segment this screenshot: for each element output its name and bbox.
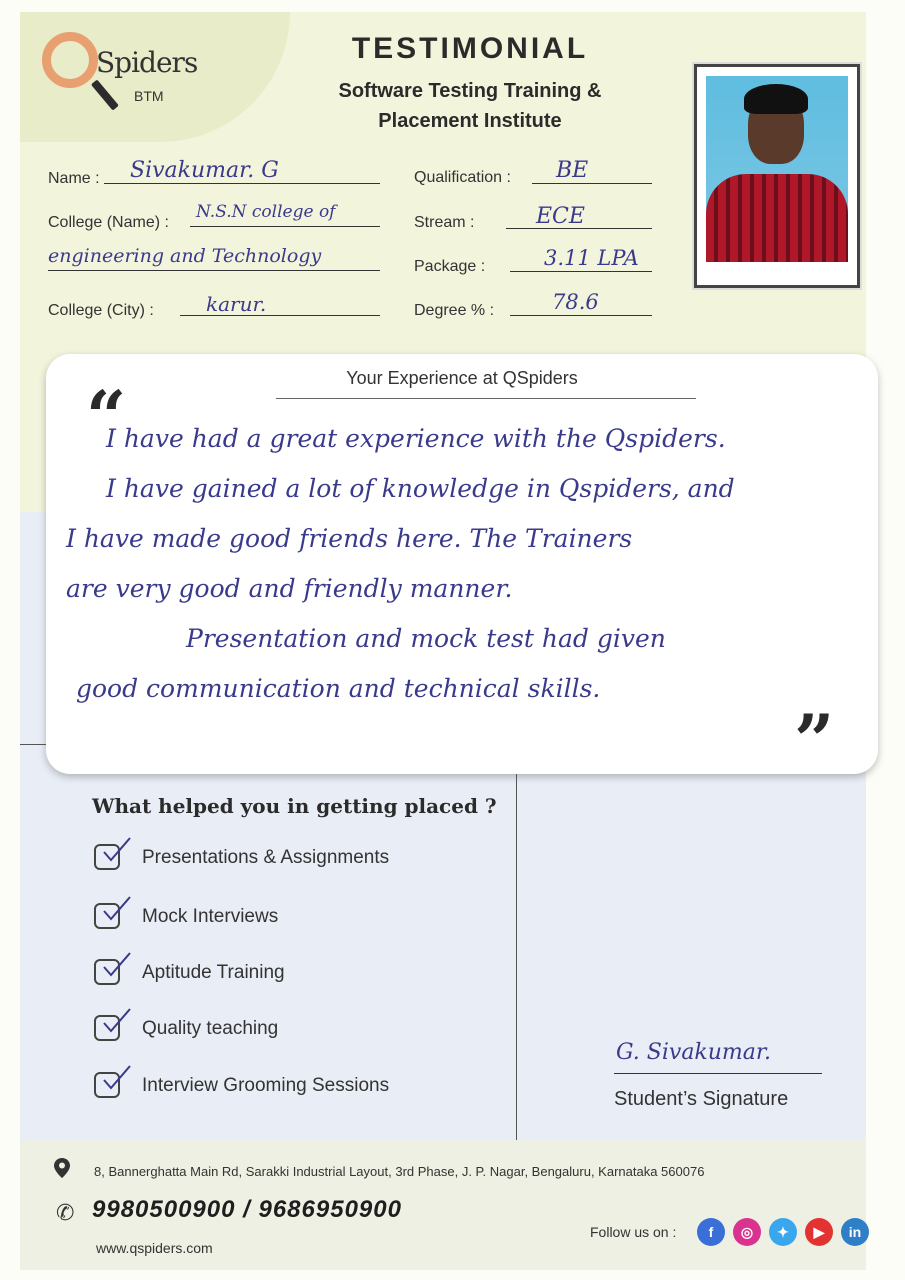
help-title: What helped you in getting placed ? <box>92 794 497 818</box>
degree-value: 78.6 <box>552 290 599 314</box>
city-label: College (City) : <box>48 302 154 319</box>
logo-ring-icon <box>42 32 98 88</box>
page-subtitle <box>300 76 640 136</box>
name-line <box>104 183 380 184</box>
qualification-label: Qualification : <box>414 169 511 186</box>
college-label: College (Name) : <box>48 214 169 231</box>
subtitle-line-1: Software Testing Training & <box>338 80 602 102</box>
experience-line-4: are very good and friendly manner. <box>66 574 513 603</box>
package-value: 3.11 LPA <box>544 246 639 270</box>
college-value-2: engineering and Technology <box>48 245 322 267</box>
check-mark-icon <box>102 951 132 979</box>
phone-numbers[interactable]: 9980500900 / 9686950900 <box>92 1196 402 1223</box>
option-label: Presentations & Assignments <box>142 847 390 868</box>
signature-label: Student’s Signature <box>614 1088 789 1110</box>
experience-title-rule <box>276 398 696 399</box>
package-line <box>510 271 652 272</box>
option-label: Mock Interviews <box>142 906 279 927</box>
experience-line-1: I have had a great experience with the Qspiders. <box>106 424 726 453</box>
experience-title: Your Experience at QSpiders <box>346 368 578 388</box>
experience-card <box>46 354 878 782</box>
close-quote-icon: ” <box>794 699 835 782</box>
experience-line-5: Presentation and mock test had given <box>186 624 666 653</box>
signature-line <box>614 1073 822 1074</box>
page-title: TESTIMONIAL <box>351 32 589 65</box>
degree-label: Degree % : <box>414 302 495 319</box>
follow-label: Follow us on : <box>590 1224 677 1240</box>
subtitle-line-2: Placement Institute <box>378 110 562 132</box>
phone-icon: ✆ <box>56 1200 75 1225</box>
logo-needle-icon <box>91 79 119 110</box>
qualification-line <box>532 183 652 184</box>
twitter-icon[interactable]: ✦ <box>769 1218 797 1246</box>
stream-value: ECE <box>536 204 585 229</box>
location-pin-icon <box>54 1158 70 1178</box>
check-mark-icon <box>102 1007 132 1035</box>
name-label: Name : <box>48 170 100 187</box>
qspiders-logo <box>38 30 198 120</box>
check-mark-icon <box>102 1064 132 1092</box>
linkedin-icon[interactable]: in <box>841 1218 869 1246</box>
logo-text: Spiders <box>96 46 198 79</box>
open-quote-icon: “ <box>86 375 127 458</box>
name-value: Sivakumar. G <box>130 158 279 183</box>
degree-line <box>510 315 652 316</box>
qualification-value: BE <box>556 158 589 183</box>
address: 8, Bannerghatta Main Rd, Sarakki Industrial Layout, 3rd Phase, J. P. Nagar, Bengaluru, Karnataka 560076 <box>94 1164 705 1179</box>
check-mark-icon <box>102 836 132 864</box>
facebook-icon[interactable]: f <box>697 1218 725 1246</box>
check-mark-icon <box>102 895 132 923</box>
experience-line-2: I have gained a lot of knowledge in Qspiders, and <box>106 474 735 503</box>
stream-label: Stream : <box>414 214 475 231</box>
youtube-icon[interactable]: ▶ <box>805 1218 833 1246</box>
student-signature: G. Sivakumar. <box>616 1040 771 1065</box>
city-value: karur. <box>206 292 267 316</box>
option-label: Quality teaching <box>142 1018 279 1039</box>
experience-line-6: good communication and technical skills. <box>76 674 601 703</box>
instagram-icon[interactable]: ◎ <box>733 1218 761 1246</box>
student-photo <box>706 76 848 262</box>
experience-text <box>56 414 866 714</box>
left-divider <box>20 744 46 745</box>
student-photo-frame <box>692 62 862 290</box>
college-line-2 <box>48 270 380 271</box>
package-label: Package : <box>414 258 486 275</box>
option-label: Interview Grooming Sessions <box>142 1075 390 1096</box>
college-value-1: N.S.N college of <box>196 202 336 222</box>
logo-subtext: BTM <box>134 88 164 104</box>
center-divider <box>516 774 517 1140</box>
website-link[interactable]: www.qspiders.com <box>96 1240 213 1256</box>
college-line-1 <box>190 226 380 227</box>
option-label: Aptitude Training <box>142 962 285 983</box>
photo-hair <box>744 84 808 114</box>
experience-line-3: I have made good friends here. The Trainers <box>66 524 633 553</box>
photo-shirt <box>706 174 848 262</box>
